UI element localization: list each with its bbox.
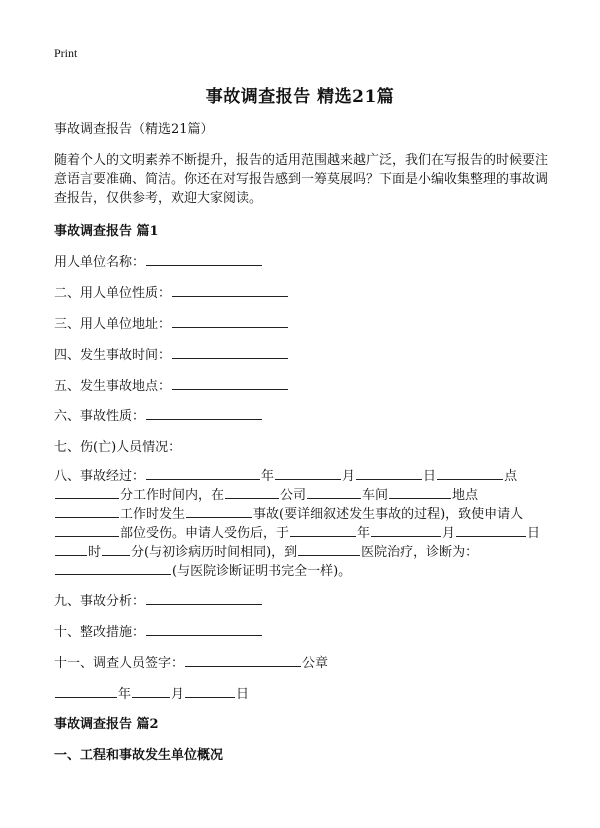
word-day: 日 (423, 469, 437, 484)
blank-line (172, 283, 288, 297)
field-label: 十一、调查人员签字： (54, 656, 185, 671)
word-year: 年 (357, 526, 371, 541)
field-label: 十、整改措施： (54, 625, 146, 640)
field-label: 三、用人单位地址： (54, 317, 172, 332)
field-label: 用人单位名称： (54, 255, 146, 270)
word-injury: 部位受伤。申请人受伤后，于 (120, 526, 290, 541)
blank-line (55, 684, 117, 698)
blank-line (185, 653, 301, 667)
blank-line (55, 542, 87, 556)
seal-label: 公章 (302, 656, 329, 671)
blank-line (389, 485, 451, 499)
blank-line (371, 523, 441, 537)
word-consistent: (与医院诊断证明书完全一样)。 (172, 564, 352, 579)
blank-line (55, 523, 119, 537)
section-heading-2: 事故调查报告 篇2 (54, 717, 159, 732)
blank-line (172, 376, 288, 390)
field-accident-time (54, 344, 289, 363)
blank-line (356, 466, 422, 480)
process-label: 八、事故经过： (54, 469, 146, 484)
blank-line (186, 504, 252, 518)
blank-line (132, 684, 170, 698)
word-month: 月 (342, 469, 356, 484)
word-work-occur: 工作时发生 (120, 507, 186, 522)
blank-line (275, 466, 341, 480)
print-label[interactable]: Print (54, 46, 78, 60)
blank-line (146, 591, 262, 605)
field-accident-location (54, 375, 289, 394)
blank-line (298, 542, 360, 556)
word-company: 公司 (280, 488, 307, 503)
intro-paragraph: 随着个人的文明素养不断提升，报告的适用范围越来越广泛，我们在写报告的时候要注意语言要准确、简洁。你还在对写报告感到一筹莫展吗？下面是小编收集整理的事故调查报告，仅供参考，欢迎大家阅读。 (54, 153, 549, 206)
word-day: 日 (236, 687, 250, 702)
blank-line (290, 523, 356, 537)
blank-line (146, 252, 262, 266)
blank-line (172, 314, 288, 328)
blank-line (172, 345, 288, 359)
field-label: 四、发生事故时间： (54, 348, 172, 363)
field-accident-nature (54, 405, 263, 424)
word-minute-work: 分工作时间内，在 (120, 488, 225, 503)
document-subtitle: 事故调查报告（精选21篇） (54, 122, 214, 137)
field-rectification (54, 621, 263, 640)
word-minute-same: 分(与初诊病历时间相同)，到 (131, 545, 298, 560)
word-accident-desc: 事故(要详细叙述发生事故的过程)，致使申请人 (253, 507, 524, 522)
blank-line (102, 542, 130, 556)
field-label: 二、用人单位性质： (54, 286, 172, 301)
blank-line (146, 406, 262, 420)
word-location: 地点 (452, 488, 479, 503)
blank-line (55, 485, 119, 499)
accident-process-paragraph (54, 466, 548, 580)
field-date (54, 683, 249, 702)
blank-line (437, 466, 503, 480)
blank-line (55, 504, 119, 518)
blank-line (225, 485, 279, 499)
field-employer-address (54, 313, 289, 332)
field-accident-analysis (54, 590, 263, 609)
word-year: 年 (118, 687, 132, 702)
field-employer-name (54, 251, 263, 270)
field-label: 九、事故分析： (54, 594, 146, 609)
field-investigator-signature (54, 652, 328, 671)
word-day: 日 (527, 526, 541, 541)
blank-line (307, 485, 361, 499)
field-employer-type (54, 282, 289, 301)
blank-line (146, 466, 260, 480)
word-month: 月 (171, 687, 185, 702)
section-heading-1: 事故调查报告 篇1 (54, 224, 159, 239)
word-month: 月 (442, 526, 456, 541)
word-hour: 时 (88, 545, 102, 560)
word-workshop: 车间 (362, 488, 389, 503)
field-casualties: 七、伤(亡)人员情况： (54, 440, 182, 455)
blank-line (456, 523, 526, 537)
blank-line (185, 684, 235, 698)
field-label: 五、发生事故地点： (54, 379, 172, 394)
word-point: 点 (504, 469, 518, 484)
word-hospital: 医院治疗，诊断为： (361, 545, 479, 560)
blank-line (146, 622, 262, 636)
document-title: 事故调查报告 精选21篇 (205, 87, 395, 107)
word-year: 年 (261, 469, 275, 484)
field-label: 六、事故性质： (54, 409, 146, 424)
blank-line (55, 561, 171, 575)
section-2-subheading: 一、工程和事故发生单位概况 (54, 748, 224, 763)
